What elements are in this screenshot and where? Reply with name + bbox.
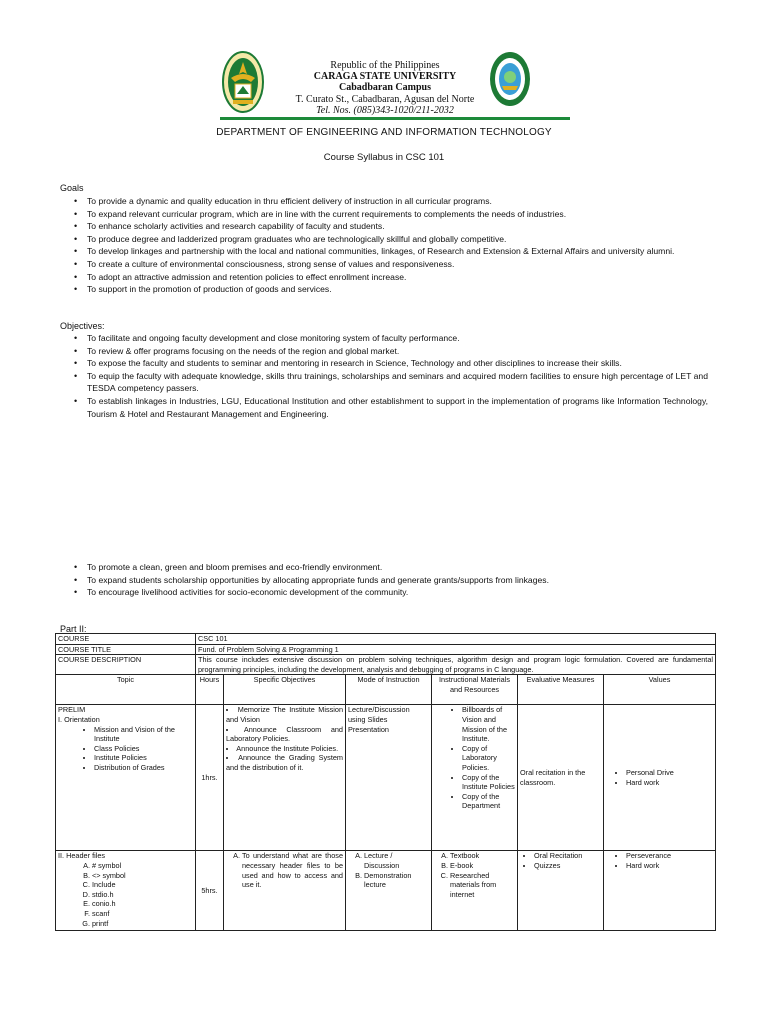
materials-list <box>434 851 515 899</box>
course-value: CSC 101 <box>196 634 716 645</box>
materials-cell <box>432 851 518 931</box>
goal-item: • To support in the promotion of production of goods and services. <box>74 283 708 296</box>
syllabus-table <box>55 633 716 931</box>
header-country: Republic of the Philippines <box>330 60 440 71</box>
objective-item: • To encourage livelihood activities for socio-economic development of the community. <box>74 586 708 599</box>
hours-cell: 1hrs. <box>196 705 224 851</box>
list-item: E. conio.h <box>92 899 193 909</box>
list-item: • Institute Policies <box>94 753 193 763</box>
objectives-list-continued <box>74 561 708 599</box>
list-item: • Billboards of Vision and Mission of the Institute. <box>462 705 515 743</box>
course-description-row <box>56 655 716 675</box>
list-item: • Copy of the Department <box>462 792 515 811</box>
list-item: C. Researched materials from internet <box>450 871 515 900</box>
goal-item: • To expand relevant curricular program, which are in line with the current requirements to complements the needs of industries. <box>74 208 708 221</box>
header-evaluation: Evaluative Measures <box>518 675 604 705</box>
list-item: • Oral Recitation <box>534 851 601 861</box>
objective-item: • To expand students scholarship opportunities by allocating appropriate funds and generate grants/supports from linkages. <box>74 574 708 587</box>
list-item: C. Include <box>92 880 193 890</box>
objective-item: • To review & offer programs focusing on the needs of the region and global market. <box>74 345 708 358</box>
evaluation-list <box>520 851 601 870</box>
header-hours: Hours <box>196 675 224 705</box>
course-label: COURSE <box>56 634 196 645</box>
evaluation-cell <box>518 851 604 931</box>
course-description-value: This course includes extensive discussion on problem solving techniques, algorithm design and program logic formulation. Covered are fundamental programming principles, including the development, analysis and debugging of programs in C language. <box>196 655 716 675</box>
goal-item: • To adopt an attractive admission and retention policies to effect enrollment increase. <box>74 271 708 284</box>
list-item: • Mission and Vision of the Institute <box>94 725 193 744</box>
header-mode: Mode of Instruction <box>346 675 432 705</box>
materials-cell <box>432 705 518 851</box>
goals-label: Goals <box>60 183 84 193</box>
topic-cell <box>56 851 196 931</box>
list-item: • Perseverance <box>626 851 713 861</box>
list-item: G. printf <box>92 919 193 929</box>
objectives-list <box>74 332 708 420</box>
values-cell <box>604 705 716 851</box>
list-item: • Distribution of Grades <box>94 763 193 773</box>
part-two-label: Part II: <box>60 624 87 634</box>
topic-cell <box>56 705 196 851</box>
values-list <box>606 851 713 870</box>
header-university: CARAGA STATE UNIVERSITY <box>313 71 457 82</box>
mode-list <box>348 851 429 889</box>
values-cell <box>604 851 716 931</box>
list-item: • Copy of Laboratory Policies. <box>462 744 515 773</box>
header-campus: Cabadbaran Campus <box>339 82 431 93</box>
goal-item: • To develop linkages and partnership with the local and national communities, linkages, of Research and Extension & External Affairs and university alumni. <box>74 245 708 258</box>
list-item: • Announce the Grading System and the distribution of it. <box>226 753 343 772</box>
values-list <box>606 768 713 787</box>
list-item: F. scanf <box>92 909 193 919</box>
materials-list <box>434 705 515 811</box>
goal-item: • To provide a dynamic and quality education in thru efficient delivery of instruction in all curricular programs. <box>74 195 708 208</box>
objective-item: • To equip the faculty with adequate knowledge, skills thru trainings, scholarships and seminars and acquired modern facilities to ensure high percentage of LET and TESDA competency passers. <box>74 370 708 395</box>
objectives-list <box>226 705 343 772</box>
objective-item: • To establish linkages in Industries, LGU, Educational Institution and other establishment to support in the implementation of programs like Information Technology, Tourism & Hotel and Restaurant Management and Engineering. <box>74 395 708 420</box>
course-title-row <box>56 644 716 655</box>
objectives-label: Objectives: <box>60 321 105 331</box>
list-item: A. # symbol <box>92 861 193 871</box>
list-item: • Hard work <box>626 778 713 788</box>
list-item: B. Demonstration lecture <box>364 871 429 890</box>
table-row <box>56 705 716 851</box>
goals-list <box>74 195 708 296</box>
list-item: • Class Policies <box>94 744 193 754</box>
evaluation-cell: Oral recitation in the classroom. <box>518 705 604 851</box>
objective-item: • To facilitate and ongoing faculty development and close monitoring system of faculty performance. <box>74 332 708 345</box>
list-item: • Announce the Institute Policies. <box>226 744 343 754</box>
syllabus-title: Course Syllabus in CSC 101 <box>323 152 445 163</box>
objectives-cell <box>224 851 346 931</box>
goal-item: • To create a culture of environmental consciousness, strong sense of values and responsiveness. <box>74 258 708 271</box>
objective-item: • To promote a clean, green and bloom premises and eco-friendly environment. <box>74 561 708 574</box>
goal-item: • To enhance scholarly activities and research capability of faculty and students. <box>74 220 708 233</box>
table-row <box>56 851 716 931</box>
list-item: B. <> symbol <box>92 871 193 881</box>
course-title-label: COURSE TITLE <box>56 644 196 655</box>
mode-cell <box>346 851 432 931</box>
topic-list <box>58 725 193 773</box>
objectives-list <box>226 851 343 889</box>
list-item: A. Lecture / Discussion <box>364 851 429 870</box>
header-divider <box>220 117 570 120</box>
list-item: A. Textbook <box>450 851 515 861</box>
list-item: • Quizzes <box>534 861 601 871</box>
header-materials: Instructional Materials and Resources <box>432 675 518 705</box>
list-item: B. E-book <box>450 861 515 871</box>
topic-subheading: I. Orientation <box>58 714 100 724</box>
list-item: A. To understand what are those necessary header files to be used and how to access and use it. <box>242 851 343 889</box>
course-description-label: COURSE DESCRIPTION <box>56 655 196 675</box>
list-item: • Personal Drive <box>626 768 713 778</box>
header-phone: Tel. Nos. (085)343-1020/211-2032 <box>316 105 454 116</box>
goal-item: • To produce degree and ladderized program graduates who are technologically skillful and globally competitive. <box>74 233 708 246</box>
list-item: • Announce Classroom and Laboratory Policies. <box>226 725 343 744</box>
hours-cell: 5hrs. <box>196 851 224 931</box>
topic-heading: PRELIM <box>58 705 86 715</box>
objective-item: • To expose the faculty and students to seminar and mentoring in research in Science, Technology and other disciplines to increase their skills. <box>74 357 708 370</box>
objectives-cell <box>224 705 346 851</box>
topic-subheading: II. Header files <box>58 851 106 861</box>
list-item: • Memorize The Institute Mission and Vision <box>226 705 343 724</box>
department-title: DEPARTMENT OF ENGINEERING AND INFORMATION TECHNOLOGY <box>216 127 552 138</box>
list-item: D. stdio.h <box>92 890 193 900</box>
header-address: T. Curato St., Cabadbaran, Agusan del Norte <box>295 94 475 105</box>
table-header-row <box>56 675 716 705</box>
header-topic: Topic <box>56 675 196 705</box>
university-seal-logo <box>221 50 265 114</box>
course-row <box>56 634 716 645</box>
list-item: • Hard work <box>626 861 713 871</box>
header-objectives: Specific Objectives <box>224 675 346 705</box>
course-title-value: Fund. of Problem Solving & Programming 1 <box>196 644 716 655</box>
mode-cell: Lecture/Discussion using Slides Presentation <box>346 705 432 851</box>
header-values: Values <box>604 675 716 705</box>
list-item: • Copy of the Institute Policies <box>462 773 515 792</box>
topic-list <box>58 861 193 928</box>
